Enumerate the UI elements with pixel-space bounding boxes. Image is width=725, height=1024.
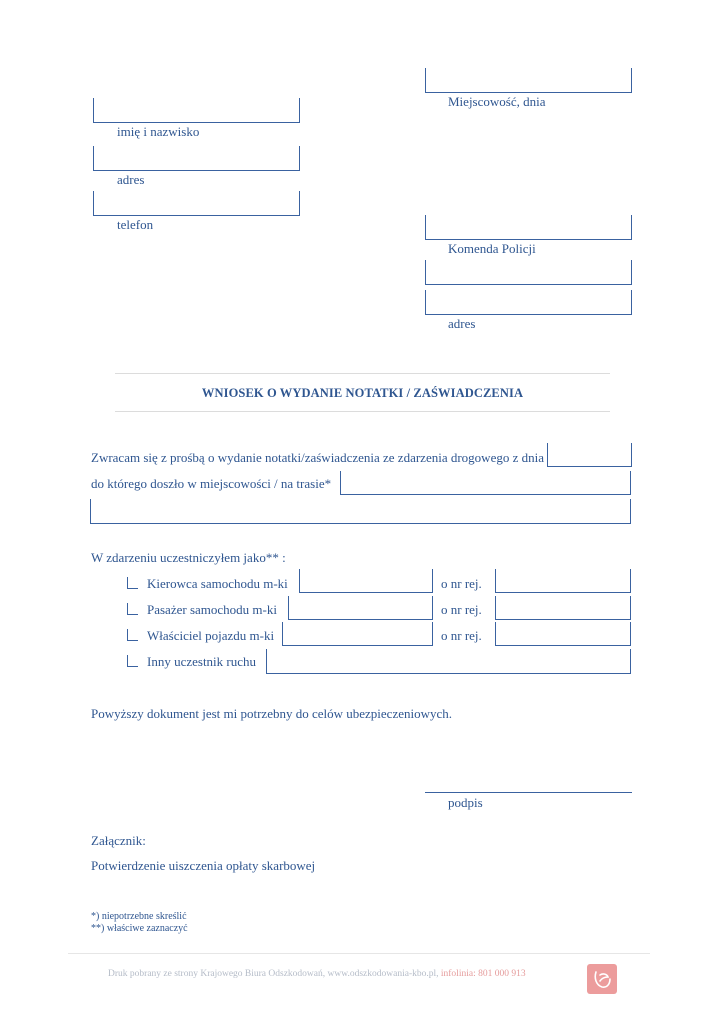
passenger-checkbox[interactable] [127,603,138,615]
footer-text [108,969,526,979]
purpose-statement: Powyższy dokument jest mi potrzebny do celów ubezpieczeniowych. [91,706,453,721]
name-label: imię i nazwisko [117,124,200,139]
owner-checkbox[interactable] [127,629,138,641]
event-location-field-continued[interactable] [90,499,631,524]
other-details-field[interactable] [266,649,631,674]
police-field[interactable] [425,215,632,240]
owner-reg-label: o nr rej. [441,628,482,643]
event-location-field[interactable] [340,471,631,495]
other-label: Inny uczestnik ruchu [147,654,257,669]
owner-make-field[interactable] [282,622,433,646]
phone-label: telefon [117,217,154,232]
place-date-label: Miejscowość, dnia [448,94,546,109]
police-label: Komenda Policji [448,241,536,256]
request-line-2: do którego doszło w miejscowości / na trasie* [91,476,332,491]
kbo-logo-icon [587,964,617,994]
title-top-divider [115,373,610,374]
participation-intro: W zdarzeniu uczestniczyłem jako** : [91,550,286,565]
phone-field[interactable] [93,191,300,216]
passenger-label: Pasażer samochodu m-ki [147,602,277,617]
other-checkbox[interactable] [127,655,138,667]
owner-label: Właściciel pojazdu m-ki [147,628,275,643]
police-address-field-2[interactable] [425,290,632,315]
address-field[interactable] [93,146,300,171]
police-address-label: adres [448,316,476,331]
driver-checkbox[interactable] [127,577,138,589]
title-bottom-divider [115,411,610,412]
footnote-2: **) właściwe zaznaczyć [91,923,188,934]
passenger-make-field[interactable] [288,596,433,620]
footnote-1: *) niepotrzebne skreślić [91,911,187,922]
driver-make-field[interactable] [299,569,433,593]
attachment-heading: Załącznik: [91,833,146,848]
driver-reg-label: o nr rej. [441,576,482,591]
place-date-field[interactable] [425,68,632,93]
signature-line[interactable] [425,792,632,793]
passenger-reg-field[interactable] [495,596,631,620]
signature-label: podpis [448,795,483,810]
passenger-reg-label: o nr rej. [441,602,482,617]
footer-hotline: infolinia: 801 000 913 [440,969,526,979]
driver-label: Kierowca samochodu m-ki [147,576,288,591]
request-line-1: Zwracam się z prośbą o wydanie notatki/zaświadczenia ze zdarzenia drogowego z dnia [91,450,544,465]
event-date-field[interactable] [547,443,632,467]
kbo-logo-mark [587,964,617,994]
form-title: WNIOSEK O WYDANIE NOTATKI / ZAŚWIADCZENIA [201,386,524,400]
attachment-item: Potwierdzenie uiszczenia opłaty skarbowej [91,858,316,873]
footer-source: Druk pobrany ze strony Krajowego Biura Odszkodowań, www.odszkodowania-kbo.pl, [108,969,439,979]
owner-reg-field[interactable] [495,622,631,646]
police-address-field-1[interactable] [425,260,632,285]
address-label: adres [117,172,145,187]
driver-reg-field[interactable] [495,569,631,593]
name-field[interactable] [93,98,300,123]
footer-divider [68,953,650,954]
